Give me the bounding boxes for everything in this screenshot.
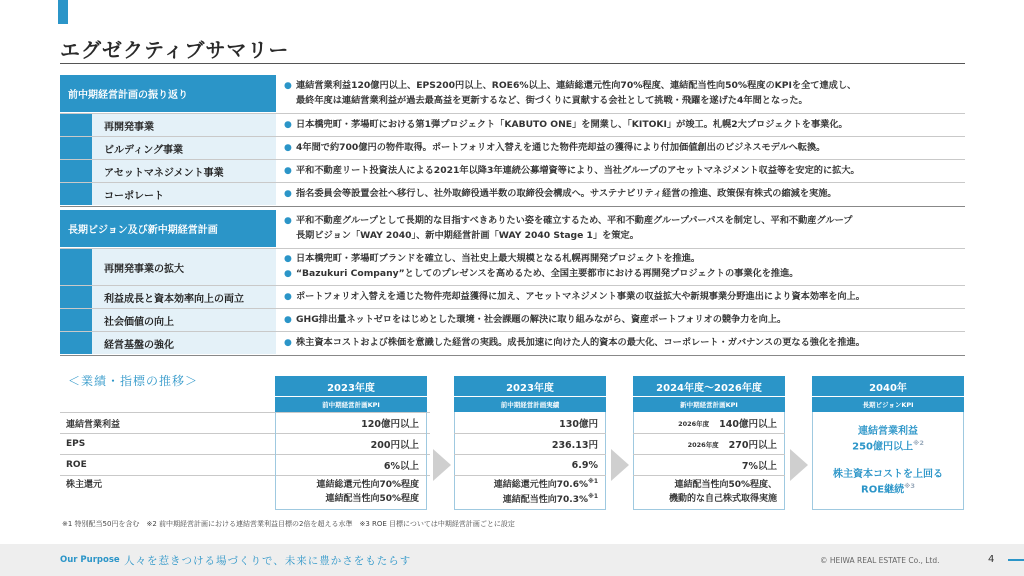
section-vision-header [60, 210, 965, 247]
bullet-icon: ● [284, 165, 292, 176]
column-title: 2040年 [812, 376, 964, 396]
column-subtitle: 前中期経営計画KPI [275, 397, 427, 412]
bullet-icon: ● [284, 215, 292, 226]
bullet-icon: ● [284, 337, 292, 348]
row-label: 再開発事業 [92, 114, 276, 136]
footer-slogan: 人々を惹きつける場づくりで、未来に豊かさをもたらす [124, 555, 412, 567]
column-title: 2023年度 [275, 376, 427, 396]
actual-value: 6.9% [571, 459, 598, 471]
column-subtitle: 前中期経営計画実績 [454, 397, 606, 412]
row-label: 再開発事業の拡大 [92, 249, 276, 285]
bullet-icon: ● [284, 188, 292, 199]
vision-row-social-value: 社会価値の向上 ● GHG排出量ネットゼロをはじめとした環境・社会課題の解決に取り組みながら、資産ポートフォリオの競争力を向上。 [60, 309, 965, 331]
new-kpi-value: 7%以上 [741, 461, 777, 472]
vision-row-growth: 利益成長と資本効率向上の両立 ● ポートフォリオ入替えを通じた物件売却益獲得に加え、アセットマネジメント事業の収益拡大や新規事業分野進出により資本効率を向上。 [60, 286, 965, 308]
kpi-value: 6%以上 [383, 461, 419, 472]
bullet-icon: ● [284, 291, 292, 302]
metric-eps: EPS [66, 439, 86, 449]
title-rule [60, 63, 965, 64]
footer-copyright: © HEIWA REAL ESTATE Co., Ltd. [820, 556, 940, 565]
page-number: 4 [988, 554, 995, 565]
vision-row-redevelopment: 再開発事業の拡大 ● 日本橋兜町・茅場町ブランドを確立し、当社史上最大規模となる札幌再開発プロジェクトを推進。 ● “Bazukuri Company”としてのプレゼンスを高めるため、全国主要都市における再開発プロジェクトの事業化を推進。 [60, 249, 965, 285]
bullet-icon: ● [284, 119, 292, 130]
new-kpi-value: 2026年度 270円以上 [687, 440, 777, 451]
arrow-right-icon [433, 449, 451, 481]
kpi-value: 120億円以上 [361, 419, 419, 430]
review-row-building: ビルディング事業 ● 4年間で約700億円の物件取得。ポートフォリオ入替えを通じた物件売却益の獲得により付加価値創出のビジネスモデルへ転換。 [60, 137, 965, 159]
kpi-return: 連結総還元性向70%程度 連結配当性向50%程度 [316, 480, 419, 504]
metric-operating-profit: 連結営業利益 [66, 419, 121, 430]
section-label: 長期ビジョン及び新中期経営計画 [60, 210, 276, 247]
arrow-right-icon [790, 449, 808, 481]
review-row-redevelopment: 再開発事業 ● 日本橋兜町・茅場町における第1弾プロジェクト「KABUTO ONE」を開業し、「KITOKI」が竣工。札幌2大プロジェクトを事業化。 [60, 114, 965, 136]
review-row-asset-management: アセットマネジメント事業 ● 平和不動産リート投資法人による2021年以降3年連続公募増資等により、当社グループのアセットマネジメント収益等を安定的に拡大。 [60, 160, 965, 182]
section-label: 前中期経営計画の振り返り [60, 75, 276, 112]
bullet-icon: ● [284, 80, 292, 91]
actual-return: 連結総還元性向70.6%$^{※1}$ 連結配当性向70.3%$^{※1}$ [493, 478, 598, 505]
actual-value: 236.13円 [551, 440, 598, 451]
metric-roe: ROE [66, 460, 87, 470]
footer-purpose-label: Our Purpose [60, 555, 120, 565]
column-subtitle: 長期ビジョンKPI [812, 397, 964, 412]
section-review-header [60, 75, 965, 112]
vision-kpi-box: 連結営業利益 250億円以上$^{※2}$ 株主資本コストを上回る ROE継続$^{※3}$ [812, 412, 964, 510]
metric-shareholder-return: 株主還元 [66, 479, 103, 490]
section-summary: ● 平和不動産グループとして長期的な目指すべきありたい姿を確立するため、平和不動産グループパーパスを制定し、平和不動産グループ 長期ビジョン「WAY 2040」、新中期経営計画「WAY 2040 Stage 1」を策定。 [284, 214, 853, 241]
actual-value: 130億円 [559, 419, 598, 430]
footnote: ※1 特別配当50円を含む ※2 前中期経営計画における連結営業利益目標の2倍を超える水準 ※3 ROE 目標については中期経営計画ごとに設定 [62, 520, 515, 528]
performance-heading: ＜業績・指標の推移＞ [68, 374, 199, 388]
bullet-icon: ● [284, 254, 292, 265]
section-summary: ● 連結営業利益120億円以上、EPS200円以上、ROE6%以上、連結総還元性向70%程度、連結配当性向50%程度のKPIを全て達成し、 最終年度は連結営業利益が過去最高益を更新するなど、街づくりに貢献する会社として挑戦・飛躍を遂げた4年間となった。 [284, 79, 857, 106]
row-label: コーポレート [92, 183, 276, 205]
arrow-right-icon [611, 449, 629, 481]
row-label: 社会価値の向上 [92, 309, 276, 331]
vision-row-management-base: 経営基盤の強化 ● 株主資本コストおよび株価を意識した経営の実践。成長加速に向けた人的資本の最大化、コーポレート・ガバナンスの更なる強化を推進。 [60, 332, 965, 354]
title-accent-bar [58, 0, 68, 24]
bullet-icon: ● [284, 142, 292, 153]
bullet-icon: ● [284, 269, 292, 279]
kpi-value: 200円以上 [370, 440, 419, 451]
row-label: 利益成長と資本効率向上の両立 [92, 286, 276, 308]
row-label: アセットマネジメント事業 [92, 160, 276, 182]
new-kpi-value: 2026年度 140億円以上 [678, 419, 777, 430]
page-title: エグゼクティブサマリー [60, 38, 290, 62]
column-title: 2024年度～2026年度 [633, 376, 785, 396]
bullet-icon: ● [284, 314, 292, 325]
footer-accent-mark [1008, 559, 1024, 561]
column-subtitle: 新中期経営計画KPI [633, 397, 785, 412]
row-label: ビルディング事業 [92, 137, 276, 159]
column-title: 2023年度 [454, 376, 606, 396]
review-row-corporate: コーポレート ● 指名委員会等設置会社へ移行し、社外取締役過半数の取締役会構成へ。サステナビリティ経営の推進、政策保有株式の縮減を実施。 [60, 183, 965, 205]
new-kpi-return: 連結配当性向50%程度、 機動的な自己株式取得実施 [668, 480, 777, 504]
row-label: 経営基盤の強化 [92, 332, 276, 354]
